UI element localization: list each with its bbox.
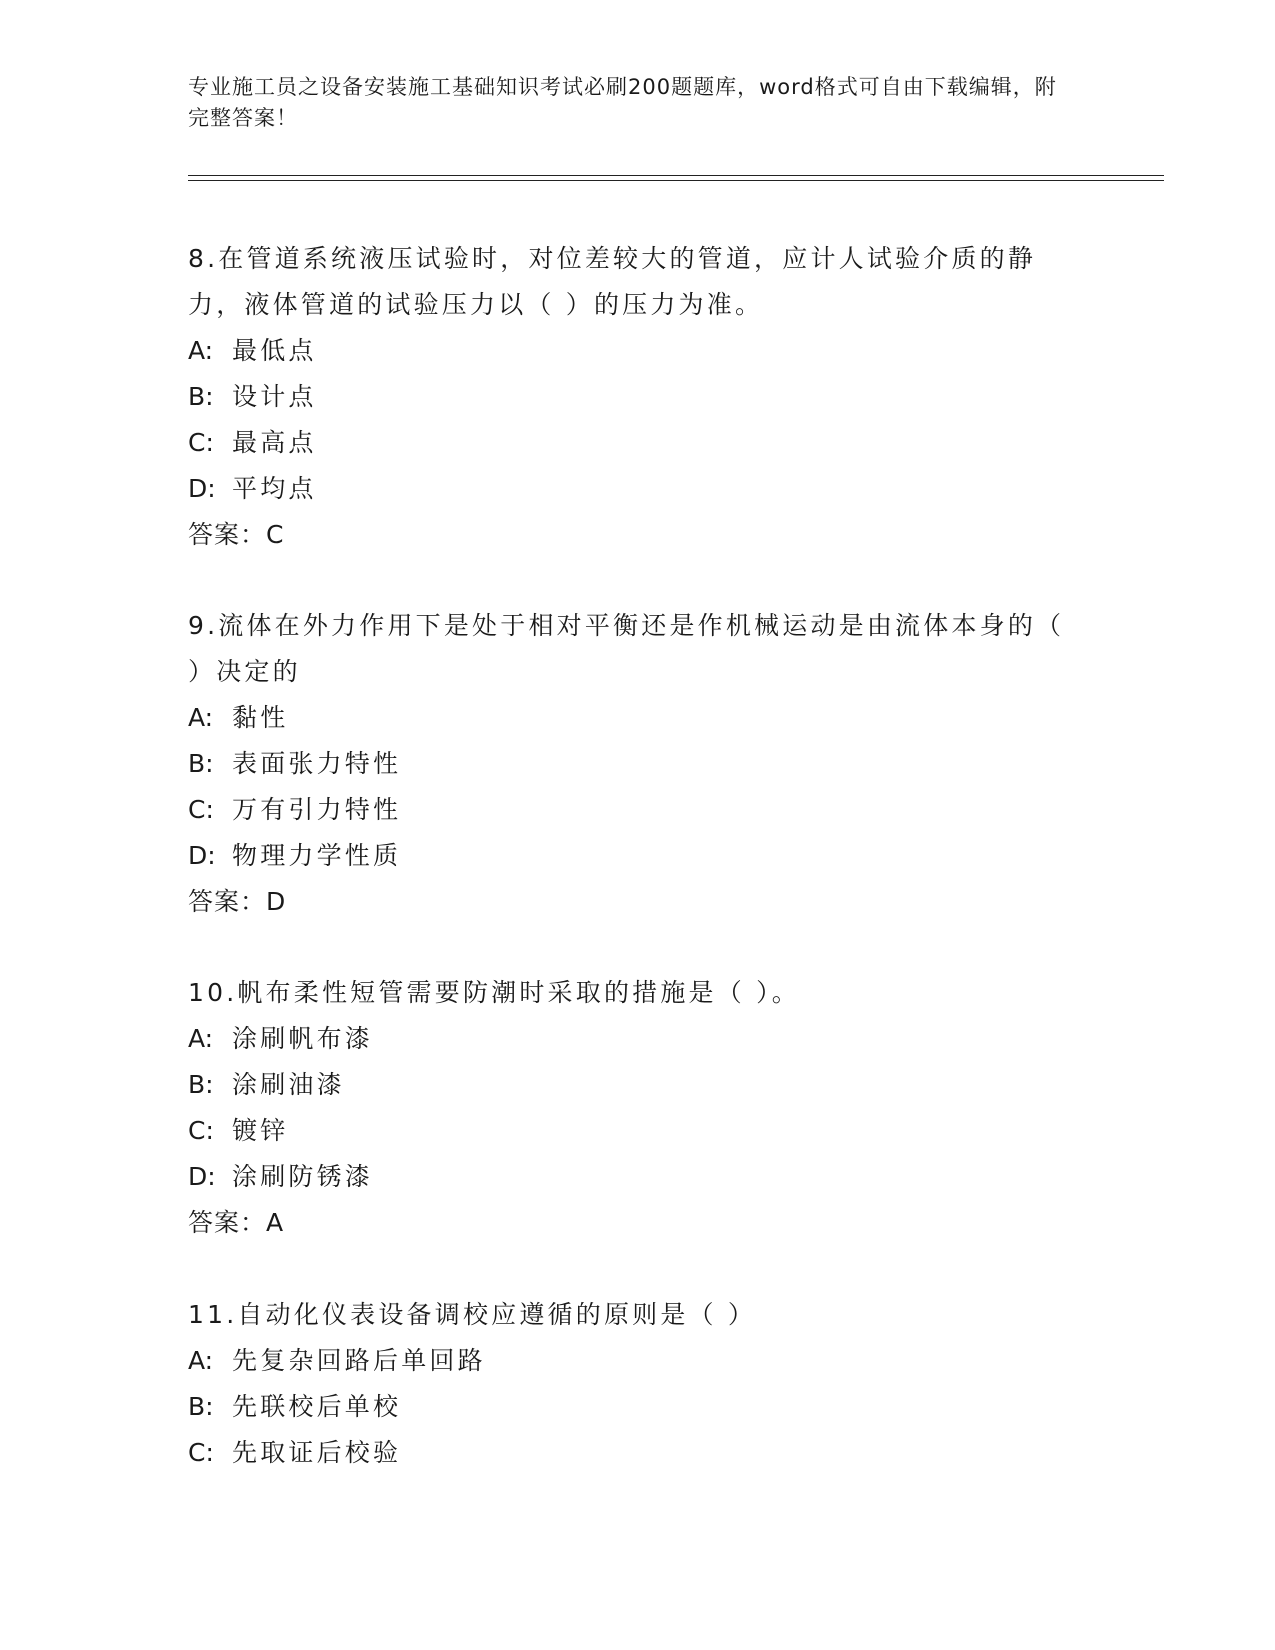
option-text: 设计点 [232, 382, 317, 411]
option-b [188, 1384, 1088, 1430]
header-divider-bottom [188, 180, 1164, 181]
option-text: 最高点 [232, 428, 317, 457]
option-text: 涂刷帆布漆 [232, 1024, 374, 1053]
option-text: 黏性 [232, 703, 289, 732]
option-text: 先取证后校验 [232, 1438, 402, 1467]
question-9 [188, 603, 1088, 925]
option-letter: C: [188, 428, 214, 457]
option-text: 镀锌 [232, 1116, 289, 1145]
question-stem: 11.自动化仪表设备调校应遵循的原则是（ ） [188, 1300, 757, 1329]
option-a [188, 695, 1088, 741]
option-letter: D: [188, 1162, 216, 1191]
option-text: 万有引力特性 [232, 795, 402, 824]
option-text: 涂刷油漆 [232, 1070, 345, 1099]
answer-line: 答案：C [188, 520, 285, 549]
option-letter: A: [188, 336, 214, 365]
question-8 [188, 236, 1088, 558]
option-text: 平均点 [232, 474, 317, 503]
question-stem: 8.在管道系统液压试验时，对位差较大的管道，应计人试验介质的静力，液体管道的试验压力以（ ）的压力为准。 [188, 244, 1037, 319]
option-c [188, 1108, 1088, 1154]
option-d [188, 833, 1088, 879]
header-divider-top [188, 175, 1164, 176]
question-10 [188, 970, 1088, 1246]
option-letter: A: [188, 1346, 214, 1375]
option-letter: A: [188, 1024, 214, 1053]
question-stem: 9.流体在外力作用下是处于相对平衡还是作机械运动是由流体本身的（ ）决定的 [188, 611, 1065, 686]
option-c [188, 420, 1088, 466]
answer-line: 答案：A [188, 1208, 285, 1237]
option-letter: B: [188, 382, 214, 411]
option-a [188, 1338, 1088, 1384]
option-letter: C: [188, 1116, 214, 1145]
option-text: 表面张力特性 [232, 749, 402, 778]
option-letter: A: [188, 703, 214, 732]
option-b [188, 741, 1088, 787]
option-text: 先复杂回路后单回路 [232, 1346, 486, 1375]
option-b [188, 1062, 1088, 1108]
option-text: 先联校后单校 [232, 1392, 402, 1421]
option-a [188, 328, 1088, 374]
option-text: 涂刷防锈漆 [232, 1162, 374, 1191]
document-header: 专业施工员之设备安装施工基础知识考试必刷200题题库，word格式可自由下载编辑，附完整答案！ [188, 75, 1057, 130]
question-11 [188, 1292, 1088, 1476]
option-letter: D: [188, 474, 216, 503]
option-text: 物理力学性质 [232, 841, 402, 870]
option-letter: B: [188, 1392, 214, 1421]
option-letter: B: [188, 1070, 214, 1099]
option-a [188, 1016, 1088, 1062]
question-stem: 10.帆布柔性短管需要防潮时采取的措施是（ ）。 [188, 978, 801, 1007]
option-c [188, 1430, 1088, 1476]
option-c [188, 787, 1088, 833]
option-d [188, 466, 1088, 512]
option-letter: C: [188, 1438, 214, 1467]
option-letter: B: [188, 749, 214, 778]
answer-line: 答案：D [188, 887, 287, 916]
option-letter: C: [188, 795, 214, 824]
option-letter: D: [188, 841, 216, 870]
option-b [188, 374, 1088, 420]
option-text: 最低点 [232, 336, 317, 365]
option-d [188, 1154, 1088, 1200]
